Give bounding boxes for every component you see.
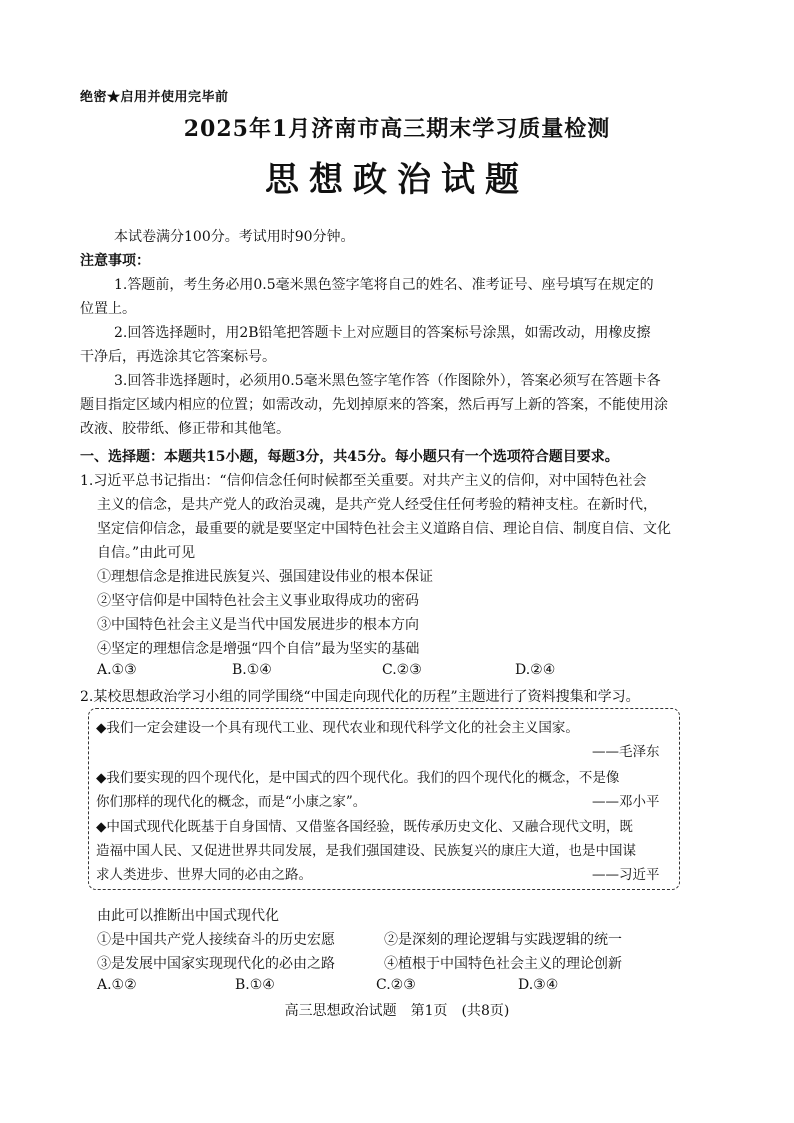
- q2-option-a: A.①②: [97, 977, 137, 993]
- note-3-line-1: 3.回答非选择题时，必须用0.5毫米黑色签字笔作答（作图除外），答案必须写在答题卡各: [114, 373, 661, 389]
- q1-option-d: D.②④: [515, 662, 556, 678]
- quote-xi-line-2: 造福中国人民、又促进世界共同发展，是我们强国建设、民族复兴的康庄大道，也是中国谋: [96, 843, 636, 859]
- q2-lead: 由此可以推断出中国式现代化: [97, 908, 279, 924]
- quote-mao-author: ——毛泽东: [592, 744, 660, 760]
- q2-item: ③是发展中国家实现现代化的必由之路: [97, 956, 335, 972]
- section-1-heading: 一、选择题：本题共15小题，每题3分，共45分。每小题只有一个选项符合题目要求。: [80, 449, 619, 465]
- note-3-line-3: 改液、胶带纸、修正带和其他笔。: [80, 421, 290, 437]
- notice-heading: 注意事项：: [80, 253, 150, 269]
- q1-option-b: B.①④: [232, 662, 272, 678]
- q2-item: ①是中国共产党人接续奋斗的历史宏愿: [97, 932, 335, 948]
- quote-deng-author: ——邓小平: [592, 794, 660, 810]
- q2-item: ④植根于中国特色社会主义的理论创新: [384, 956, 622, 972]
- quote-xi-line-1: ◆中国式现代化既基于自身国情、又借鉴各国经验，既传承历史文化、又融合现代文明，既: [96, 819, 633, 835]
- note-2-line-1: 2.回答选择题时，用2B铅笔把答题卡上对应题目的答案标号涂黑，如需改动，用橡皮擦: [114, 325, 651, 341]
- q1-stem-line-4: 自信。”由此可见: [97, 545, 196, 561]
- q1-option-a: A.①③: [97, 662, 137, 678]
- quote-xi-author: ——习近平: [592, 867, 660, 883]
- quote-xi-line-3: 求人类进步、世界大同的必由之路。: [96, 867, 312, 883]
- q1-option-c: C.②③: [382, 662, 422, 678]
- q2-option-d: D.③④: [518, 977, 559, 993]
- score-time-note: 本试卷满分100分。考试用时90分钟。: [114, 229, 355, 245]
- exam-title: 2025年1月济南市高三期末学习质量检测: [183, 116, 611, 142]
- note-1-line-1: 1.答题前，考生务必用0.5毫米黑色签字笔将自己的姓名、准考证号、座号填写在规定的: [114, 277, 654, 293]
- note-3-line-2: 题目指定区域内相应的位置；如需改动，先划掉原来的答案，然后再写上新的答案，不能使用涂: [80, 397, 668, 413]
- q2-stem: 2.某校思想政治学习小组的同学围绕“中国走向现代化的历程”主题进行了资料搜集和学习。: [80, 689, 640, 705]
- note-1-line-2: 位置上。: [80, 301, 136, 317]
- quote-deng-line-2: 你们那样的现代化的概念，而是“小康之家”。: [96, 794, 367, 810]
- subject-title: 思想政治试题: [265, 160, 529, 200]
- q1-item: ③中国特色社会主义是当代中国发展进步的根本方向: [97, 617, 419, 633]
- page-footer: 高三思想政治试题 第1页 (共8页): [284, 1003, 510, 1019]
- q1-item: ②坚守信仰是中国特色社会主义事业取得成功的密码: [97, 593, 419, 609]
- q1-stem-line-1: 1.习近平总书记指出：“信仰信念任何时候都至关重要。对共产主义的信仰，对中国特色社会: [80, 473, 647, 489]
- quote-mao-line-1: ◆我们一定会建设一个具有现代工业、现代农业和现代科学文化的社会主义国家。: [96, 720, 579, 736]
- confidential-label: 绝密★启用并使用完毕前: [80, 90, 229, 105]
- q2-option-c: C.②③: [376, 977, 416, 993]
- note-2-line-2: 干净后，再选涂其它答案标号。: [80, 349, 276, 365]
- q1-stem-line-2: 主义的信念，是共产党人的政治灵魂，是共产党人经受住任何考验的精神支柱。在新时代，: [97, 497, 657, 513]
- q1-item: ①理想信念是推进民族复兴、强国建设伟业的根本保证: [97, 569, 433, 585]
- q2-item: ②是深刻的理论逻辑与实践逻辑的统一: [384, 932, 622, 948]
- q2-option-b: B.①④: [235, 977, 275, 993]
- q1-item: ④坚定的理想信念是增强“四个自信”最为坚实的基础: [97, 641, 420, 657]
- q1-stem-line-3: 坚定信仰信念，最重要的就是要坚定中国特色社会主义道路自信、理论自信、制度自信、文化: [97, 521, 671, 537]
- quote-deng-line-1: ◆我们要实现的四个现代化，是中国式的四个现代化。我们的四个现代化的概念，不是像: [96, 770, 620, 786]
